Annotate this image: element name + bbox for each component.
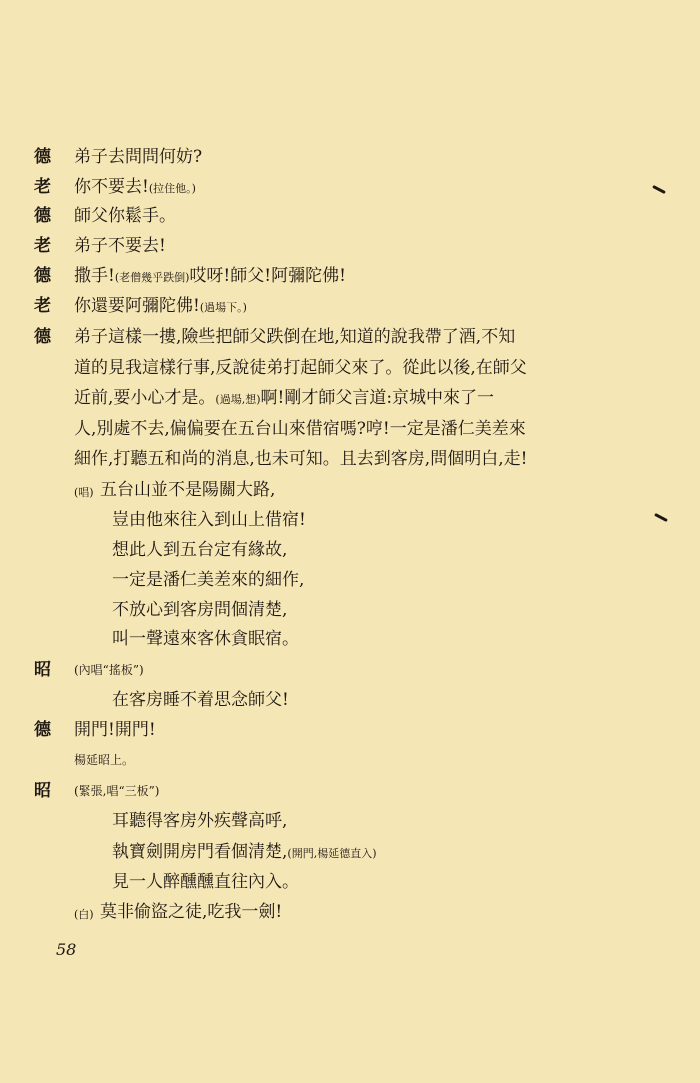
verse-text: 一定是潘仁美差來的細作, (112, 570, 305, 590)
stage-direction: (緊張,唱“三板”) (74, 784, 160, 798)
stage-direction: (老僧幾乎跌倒) (114, 271, 190, 284)
speech-text: 道的見我這樣行事,反說徒弟打起師父來了。從此以後,在師父 (74, 358, 527, 378)
print-mark (652, 185, 666, 194)
verse-text-main: 執寶劍開房門看個清楚, (112, 842, 288, 862)
speech-text-main: 近前,要小心才是。 (74, 388, 216, 408)
dialogue-text: 弟子不要去! (74, 236, 166, 256)
verse-text: 叫一聲遠來客休貪眠宿。 (112, 629, 299, 649)
dialogue-text-main: 你不要去! (74, 177, 149, 197)
speaker: 老 (34, 296, 51, 316)
speaker: 德 (34, 266, 51, 286)
dialogue-text: 弟子去問問何妨? (74, 147, 203, 167)
dialogue-text (74, 266, 346, 288)
speech-text: 弟子這樣一摟,險些把師父跌倒在地,知道的說我帶了酒,不知 (74, 327, 516, 347)
speech-text: 人,別處不去,偏偏要在五台山來借宿嗎?哼!一定是潘仁美差來 (74, 419, 526, 439)
print-mark (654, 513, 668, 522)
dialogue-text: 師父你鬆手。 (74, 206, 176, 226)
sing-label: (唱) (74, 486, 94, 499)
spoken-text: 莫非偷盜之徒,吃我一劍! (100, 902, 283, 922)
verse-text: 見一人醉醺醺直往內入。 (112, 872, 299, 892)
dialogue-text-main: 你還要阿彌陀佛! (74, 296, 200, 316)
dialogue-text-main: 撒手! (74, 266, 115, 286)
speaker: 德 (34, 206, 51, 226)
dialogue-text-main: 哎呀!師父!阿彌陀佛! (189, 266, 346, 286)
verse-text: 豈由他來往入到山上借宿! (112, 510, 306, 530)
dialogue-text (74, 296, 247, 318)
speech-text: 細作,打聽五和尚的消息,也未可知。且去到客房,問個明白,走! (74, 449, 528, 469)
speaker: 德 (34, 327, 51, 347)
speaker: 老 (34, 177, 51, 197)
dialogue-text: 開門!開門! (74, 720, 156, 740)
stage-direction: (拉住他。) (148, 182, 196, 195)
speaker: 昭 (34, 781, 51, 801)
stage-direction-enter: 楊延昭上。 (74, 753, 135, 767)
speaker: 德 (34, 147, 51, 167)
stage-direction: (過場下。) (199, 301, 247, 314)
verse-text: 五台山並不是陽關大路, (100, 480, 276, 500)
bai-label: (白) (74, 908, 94, 921)
verse-text: 想此人到五台定有緣故, (112, 540, 288, 560)
verse-text: 在客房睡不着思念師父! (112, 690, 289, 710)
speaker: 老 (34, 236, 51, 256)
verse-text (112, 842, 377, 864)
stage-direction: (內唱“搖板”) (74, 663, 144, 677)
speech-text (74, 388, 494, 410)
speech-text-main: 啊!剛才師父言道:京城中來了一 (260, 388, 495, 408)
speaker: 德 (34, 720, 51, 740)
stage-direction: (過場,想) (215, 393, 261, 406)
speaker: 昭 (34, 660, 51, 680)
verse-text: 不放心到客房問個清楚, (112, 600, 288, 620)
stage-direction: (開門,楊延德直入) (287, 847, 377, 860)
verse-text: 耳聽得客房外疾聲高呼, (112, 811, 288, 831)
dialogue-text (74, 177, 196, 199)
page-number: 58 (56, 940, 77, 959)
